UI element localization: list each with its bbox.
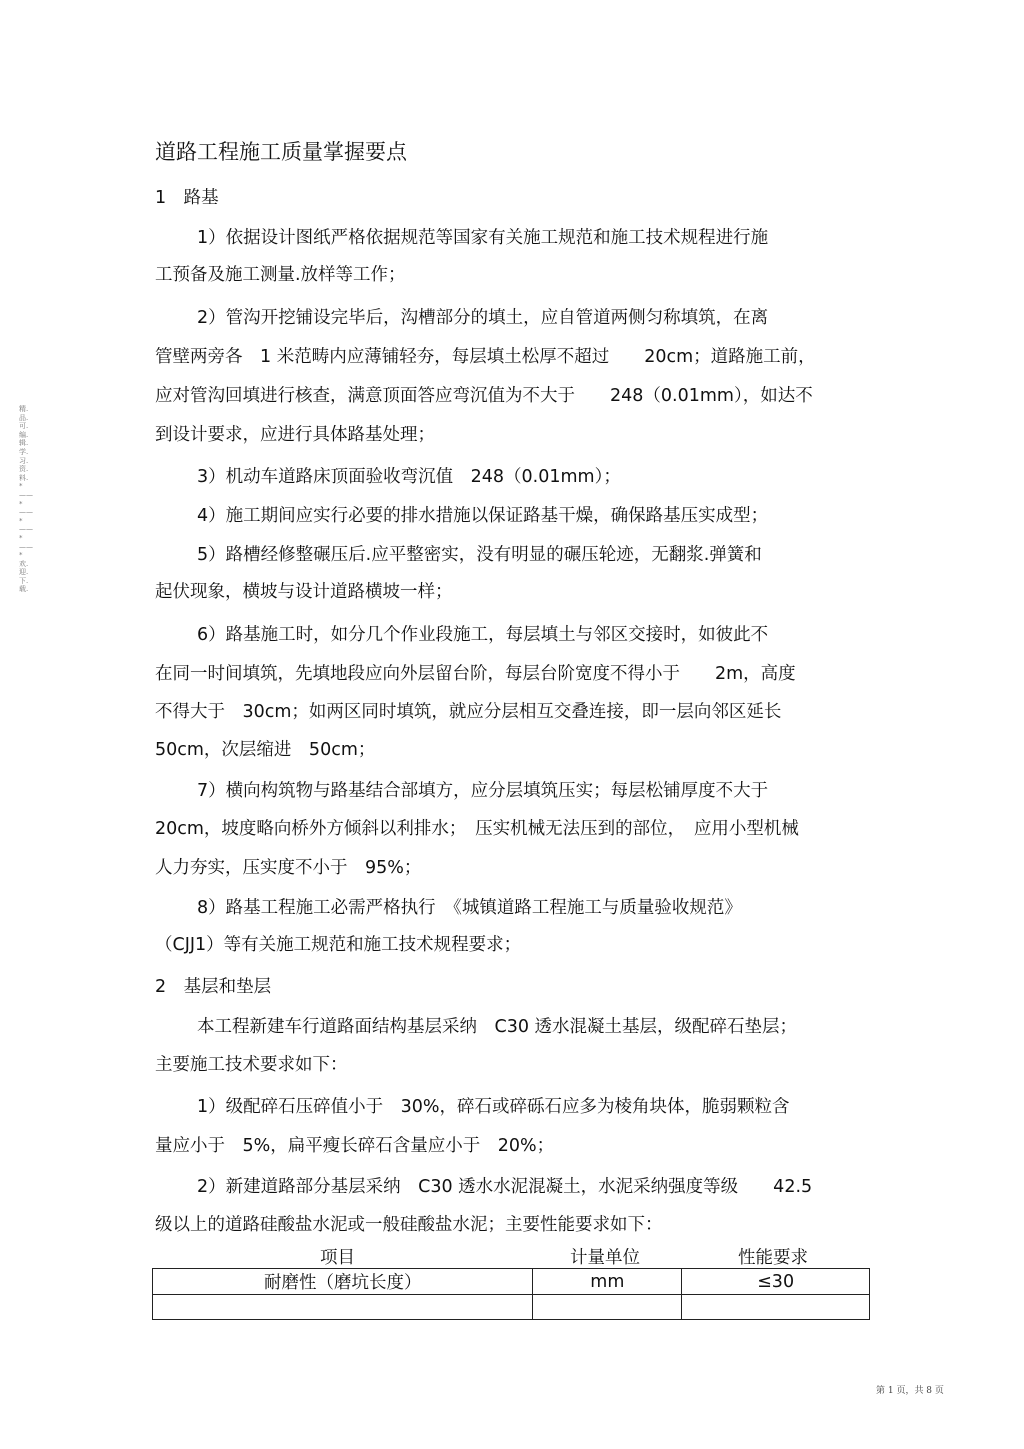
side-watermark-text: 精.品.可.编.辑.学.习.资.料.*——*——*——*——*欢.迎.下.载. (19, 405, 33, 594)
table-row (153, 1269, 870, 1295)
table-cell (153, 1295, 533, 1320)
performance-table (152, 1268, 870, 1320)
paragraph-line: 2）新建道路部分基层采纳 C30 透水水泥混凝土，水泥采纳强度等级 42.5 (197, 1177, 813, 1197)
paragraph-line: 3）机动车道路床顶面验收弯沉值 248（0.01mm）； (197, 467, 621, 487)
table-header-requirement: 性能要求 (738, 1248, 808, 1268)
paragraph-line: 50cm，次层缩进 50cm； (155, 740, 376, 760)
paragraph-line: 人力夯实，压实度不小于 95%； (155, 858, 422, 878)
paragraph-line: 工预备及施工测量.放样等工作； (155, 265, 406, 285)
document-title: 道路工程施工质量掌握要点 (155, 140, 407, 164)
paragraph-line: 8）路基工程施工必需严格执行 《城镇道路工程施工与质量验收规范》 (197, 898, 742, 918)
paragraph-line: 2）管沟开挖铺设完毕后，沟槽部分的填土，应自管道两侧匀称填筑，在离 (197, 308, 769, 328)
paragraph-line: 不得大于 30cm；如两区同时填筑，就应分层相互交叠连接，即一层向邻区延长 (155, 702, 782, 722)
table-cell (533, 1295, 682, 1320)
paragraph-line: （CJJ1）等有关施工规范和施工技术规程要求； (155, 935, 522, 955)
table-cell (682, 1295, 870, 1320)
table-header-unit: 计量单位 (570, 1248, 640, 1268)
table-cell: 耐磨性（磨坑长度） (153, 1269, 533, 1295)
page-footer: 第 1 页，共 8 页 (876, 1386, 944, 1396)
paragraph-line: 应对管沟回填进行核查，满意顶面答应弯沉值为不大于 248（0.01mm），如达不 (155, 386, 813, 406)
paragraph-line: 量应小于 5%，扁平瘦长碎石含量应小于 20%； (155, 1136, 555, 1156)
paragraph-line: 主要施工技术要求如下： (155, 1055, 348, 1075)
paragraph-line: 1）级配碎石压碎值小于 30%，碎石或碎砾石应多为棱角块体，脆弱颗粒含 (197, 1097, 790, 1117)
paragraph-line: 在同一时间填筑，先填地段应向外层留台阶，每层台阶宽度不得小于 2m，高度 (155, 664, 796, 684)
paragraph-line: 7）横向构筑物与路基结合部填方，应分层填筑压实；每层松铺厚度不大于 (197, 781, 769, 801)
table-cell: ≤30 (682, 1269, 870, 1295)
paragraph-line: 5）路槽经修整碾压后.应平整密实，没有明显的碾压轮迹，无翻浆.弹簧和 (197, 545, 762, 565)
table-cell: mm (533, 1269, 682, 1295)
paragraph-line: 4）施工期间应实行必要的排水措施以保证路基干燥，确保路基压实成型； (197, 506, 769, 526)
paragraph-line: 1）依据设计图纸严格依据规范等国家有关施工规范和施工技术规程进行施 (197, 228, 769, 248)
paragraph-line: 6）路基施工时，如分几个作业段施工，每层填土与邻区交接时，如彼此不 (197, 625, 769, 645)
section-heading-base-layer: 2 基层和垫层 (155, 977, 272, 997)
table-header-item: 项目 (320, 1248, 355, 1268)
table-row (153, 1295, 870, 1320)
paragraph-line: 起伏现象，横坡与设计道路横坡一样； (155, 582, 453, 602)
paragraph-line: 管壁两旁各 1 米范畴内应薄铺轻夯，每层填土松厚不超过 20cm；道路施工前， (155, 347, 816, 367)
section-heading-subgrade: 1 路基 (155, 188, 219, 208)
paragraph-line: 本工程新建车行道路面结构基层采纳 C30 透水混凝土基层，级配碎石垫层； (197, 1017, 798, 1037)
paragraph-line: 20cm，坡度略向桥外方倾斜以利排水； 压实机械无法压到的部位， 应用小型机械 (155, 819, 799, 839)
paragraph-line: 级以上的道路硅酸盐水泥或一般硅酸盐水泥；主要性能要求如下： (155, 1215, 663, 1235)
paragraph-line: 到设计要求，应进行具体路基处理； (155, 425, 435, 445)
